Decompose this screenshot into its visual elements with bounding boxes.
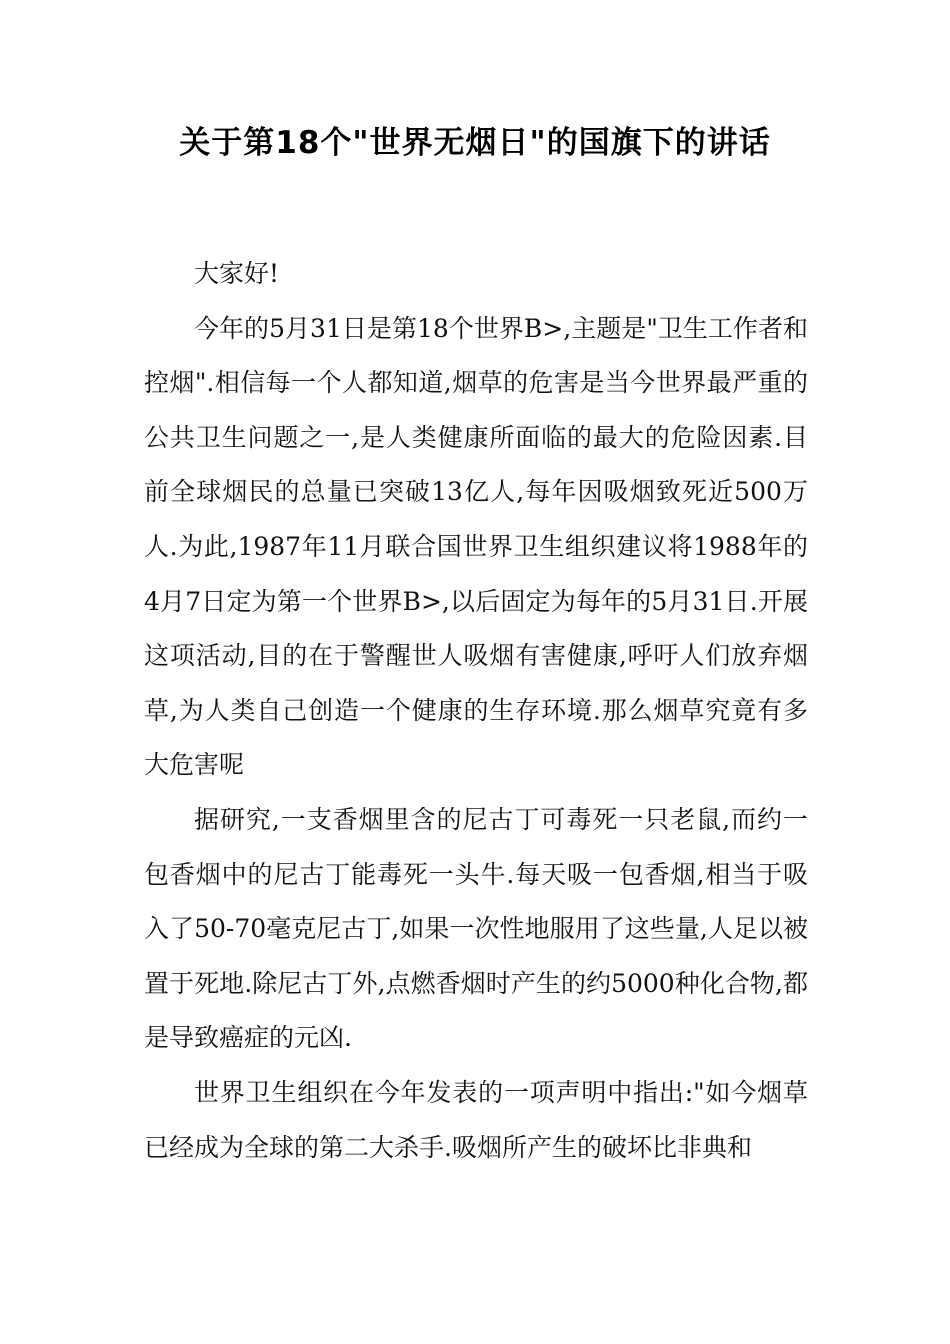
document-body bbox=[144, 247, 808, 1175]
paragraph-intro: 今年的5月31日是第18个世界B>,主题是"卫生工作者和控烟".相信每一个人都知道,烟草的危害是当今世界最严重的公共卫生问题之一,是人类健康所面临的最大的危险因素.目前全球烟民的总量已突破13亿人,每年因吸烟致死近500万人.为此,1987年11月联合国世界卫生组织建议将1988年的4月7日定为第一个世界B>,以后固定为每年的5月31日.开展这项活动,目的在于警醒世人吸烟有害健康,呼吁人们放弃烟草,为人类自己创造一个健康的生存环境.那么烟草究竟有多大危害呢 bbox=[144, 313, 808, 780]
paragraph-who-statement: 世界卫生组织在今年发表的一项声明中指出:"如今烟草已经成为全球的第二大杀手.吸烟所产生的破坏比非典和 bbox=[144, 1077, 808, 1162]
paragraph-research: 据研究,一支香烟里含的尼古丁可毒死一只老鼠,而约一包香烟中的尼古丁能毒死一头牛.每天吸一包香烟,相当于吸入了50-70毫克尼古丁,如果一次性地服用了这些量,人足以被置于死地.除尼古丁外,点燃香烟时产生的约5000种化合物,都是导致癌症的元凶. bbox=[144, 804, 808, 1053]
paragraph-greeting: 大家好! bbox=[194, 259, 280, 288]
document-title: 关于第18个"世界无烟日"的国旗下的讲话 bbox=[179, 125, 771, 161]
